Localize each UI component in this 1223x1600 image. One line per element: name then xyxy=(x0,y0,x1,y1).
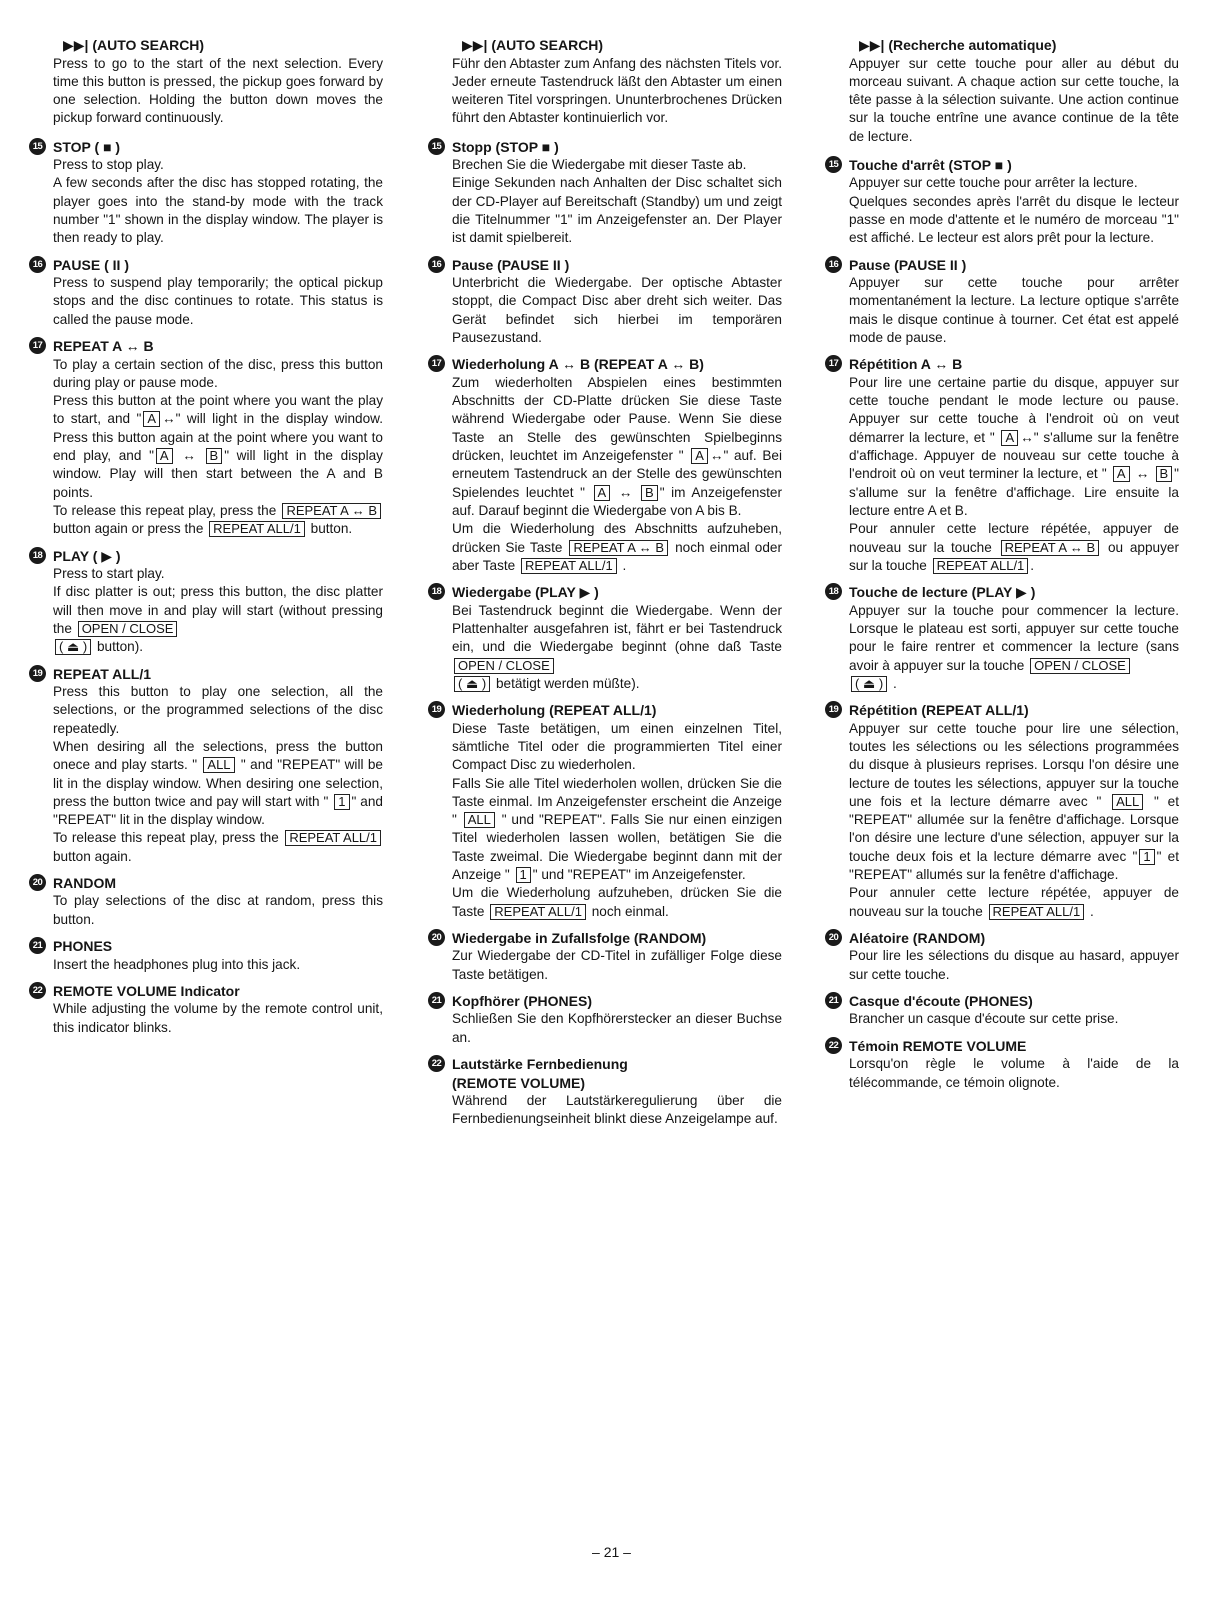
german-column xyxy=(431,36,783,1137)
eject-key: ( ⏏ ) xyxy=(55,639,91,655)
number-badge: 17 xyxy=(428,355,445,372)
repeat-all-key: REPEAT ALL/1 xyxy=(490,904,586,920)
heading-text: REMOTE VOLUME Indicator xyxy=(53,982,240,999)
stop-icon: ■ xyxy=(103,138,112,155)
open-close-key: OPEN / CLOSE xyxy=(1030,658,1130,674)
body-text: Während der Lautstärkeregulierung über die Fernbedienungseinheit blinkt diese Anzeigelampe auf. xyxy=(452,1093,782,1127)
heading-text: Touche d'arrêt (STOP xyxy=(849,156,991,173)
text: " und "REPEAT" im Anzeigefenster. xyxy=(532,866,746,882)
display-b-box: B xyxy=(641,485,658,501)
number-badge: 17 xyxy=(29,337,46,354)
pause-heading xyxy=(431,256,782,275)
body-text: While adjusting the volume by the remote control unit, this indicator blinks. xyxy=(53,1001,383,1035)
number-badge: 17 xyxy=(825,355,842,372)
play-heading xyxy=(32,547,383,566)
body-text: Brechen Sie die Wiedergabe mit dieser Taste ab. xyxy=(452,157,747,173)
stop-section xyxy=(32,138,383,248)
body-text: Appuyer sur cette touche pour aller au début du morceau suivant. A chaque action sur cette touche, la tête passe à la sélection suivante. Une action continue sur la touche entrîne une avance continue de la tête de lecture. xyxy=(849,55,1179,144)
number-badge: 19 xyxy=(428,701,445,718)
number-badge: 15 xyxy=(29,138,46,155)
heading-text: PHONES xyxy=(53,938,113,955)
text: . xyxy=(618,557,627,573)
text: " et "REPEAT" allumée sur la fenêtre d'affichage. Lorsque l'on désire une lecture d'une sélection, appuyer sur la touche deux fois et la lecture démarre avec " xyxy=(849,793,1179,864)
body-text: Führ den Abtaster zum Anfang des nächsten Titels vor. Jeder erneute Tastendruck läßt den Abtaster um einen weiteren Titel vorspringen. Ununterbrochenes Drücken führt den Abtaster kontinuierlich vor. xyxy=(452,55,782,126)
text: . xyxy=(1030,557,1035,573)
number-badge: 20 xyxy=(428,929,445,946)
text: button again or press the xyxy=(53,521,208,537)
text: " and "REPEAT" will be lit in the display window. When desiring one selection, press the button twice and pay will start with " xyxy=(53,757,383,809)
display-all-box: ALL xyxy=(464,812,495,828)
stop-heading xyxy=(431,138,782,157)
text: " und "REPEAT". Falls Sie nur einen einzigen Titel wiederholen lassen wollen, betätigen Sie die Taste zweimal. Die Wiedergabe beginnt dann mit der Anzeige " xyxy=(452,812,783,882)
play-section xyxy=(828,583,1179,693)
number-badge: 18 xyxy=(428,583,445,600)
body-text xyxy=(452,602,782,693)
phones-section xyxy=(828,992,1179,1029)
repeat-ab-heading xyxy=(32,337,383,356)
heading-text: (AUTO SEARCH) xyxy=(92,37,205,53)
number-badge: 21 xyxy=(428,992,445,1009)
text: Press this button at the point where you want the play to start, and " xyxy=(53,393,383,427)
body-text xyxy=(452,884,782,921)
heading-text: Répétition (REPEAT ALL/1) xyxy=(849,702,1029,719)
auto-search-heading xyxy=(53,36,383,55)
display-one-box: 1 xyxy=(516,867,531,883)
stop-section xyxy=(828,156,1179,248)
open-close-key: OPEN / CLOSE xyxy=(454,658,554,674)
next-track-icon: ▶▶| xyxy=(63,37,89,53)
body-text: Schließen Sie den Kopfhörerstecker an dieser Buchse an. xyxy=(452,1011,782,1045)
heading-close: ) xyxy=(594,584,599,601)
text: If disc platter is out; press this button, the disc platter will then move in and play will start (without pressing the xyxy=(53,584,383,636)
heading-close: ) xyxy=(564,256,570,273)
text: button. xyxy=(306,521,353,537)
text: " and "REPEAT" lit in the display window. xyxy=(53,793,383,828)
display-a-box: A xyxy=(691,448,708,464)
auto-search-heading xyxy=(452,36,782,55)
text: ↔" s'allume sur la fenêtre d'affichage. Appuyer de nouveau sur cette touche à l'endroit où on veut terminer la lecture, et " xyxy=(849,429,1180,482)
text: " s'allume sur la fenêtre d'affichage. Lire ensuite la lecture entre A et B. xyxy=(849,466,1179,518)
next-track-icon: ▶▶| xyxy=(859,37,885,53)
repeat-all-section xyxy=(828,701,1179,921)
random-section xyxy=(431,929,782,984)
remote-volume-subheading: (REMOTE VOLUME) xyxy=(452,1074,585,1091)
body-text: Appuyer sur cette touche pour arrêter momentanément la lecture. La lecture optique s'arrête mais le disque continue à tourner. Cet état est appelé mode de pause. xyxy=(849,275,1179,346)
body-text xyxy=(849,520,1179,575)
body-text xyxy=(849,720,1179,885)
repeat-all-heading xyxy=(828,701,1179,720)
next-track-icon: ▶▶| xyxy=(462,37,488,53)
random-heading xyxy=(32,874,383,893)
body-text xyxy=(849,602,1179,693)
body-text: Brancher un casque d'écoute sur cette prise. xyxy=(849,1011,1119,1027)
heading-text: (Recherche automatique) xyxy=(888,37,1057,53)
display-a-box: A xyxy=(156,448,173,464)
text: Falls Sie alle Titel wiederholen wollen, drücken Sie die Taste einmal. Im Anzeigefenster erscheint die Anzeige " xyxy=(452,775,782,828)
heading-text: PLAY ( xyxy=(53,547,98,564)
number-badge: 16 xyxy=(29,256,46,273)
open-close-key: OPEN / CLOSE xyxy=(78,621,178,637)
number-badge: 22 xyxy=(29,982,46,999)
heading-text: RANDOM xyxy=(53,874,116,891)
body-text xyxy=(849,374,1179,520)
heading-text: STOP ( xyxy=(53,138,100,155)
repeat-all-section xyxy=(32,665,383,866)
display-a-box: A xyxy=(1001,430,1018,446)
number-badge: 16 xyxy=(428,256,445,273)
repeat-all-heading xyxy=(32,665,383,684)
phones-heading xyxy=(32,937,383,956)
heading-close: ) xyxy=(124,256,129,273)
display-a-box: A xyxy=(594,485,611,501)
text: " will light in the display window. Play will then start between the A and B points. xyxy=(53,448,383,500)
repeat-ab-key: REPEAT A ↔ B xyxy=(569,540,668,556)
auto-search-section xyxy=(849,36,1179,146)
body-text xyxy=(53,738,383,829)
remote-volume-heading xyxy=(431,1055,782,1074)
text: betätigt werden müßte). xyxy=(492,675,640,691)
text: ou appuyer sur la touche xyxy=(849,539,1179,573)
number-badge: 19 xyxy=(29,665,46,682)
pause-icon: II xyxy=(552,256,561,273)
text: noch einmal oder aber Taste xyxy=(452,539,782,573)
text: Um die Wiederholung des Abschnitts aufzuheben, drücken Sie Taste xyxy=(452,521,782,555)
random-section xyxy=(828,929,1179,984)
repeat-all-key: REPEAT ALL/1 xyxy=(521,558,617,574)
text: To release this repeat play, press the xyxy=(53,502,281,518)
remote-volume-section xyxy=(431,1055,782,1129)
remote-volume-section xyxy=(32,982,383,1037)
heading-text: Wiedergabe in Zufallsfolge (RANDOM) xyxy=(452,929,707,946)
number-badge: 16 xyxy=(825,256,842,273)
repeat-ab-section xyxy=(32,337,383,538)
body-text: Lorsqu'on règle le volume à l'aide de la télécommande, ce témoin olignote. xyxy=(849,1056,1179,1090)
number-badge: 18 xyxy=(29,547,46,564)
text: When desiring all the selections, press the button onece and play starts. " xyxy=(53,738,383,773)
heading-text: Touche de lecture (PLAY xyxy=(849,584,1013,601)
english-column xyxy=(32,36,383,1045)
text: Bei Tastendruck beginnt die Wiedergabe. Wenn der Plattenhalter ausgefahren ist, fährt er bei Tastendruck ein, und die Wiedergabe beginnt (ohne daß Taste xyxy=(452,602,782,655)
body-text: Unterbricht die Wiedergabe. Der optische Abtaster stoppt, die Compact Disc aber dreht sich weiter. Das Gerät befindet sich hierbei im temporären Pausezustand. xyxy=(452,275,782,346)
text: . xyxy=(1086,903,1094,919)
heading-text: REPEAT ALL/1 xyxy=(53,665,152,682)
display-one-box: 1 xyxy=(334,794,349,810)
stop-heading xyxy=(32,138,383,157)
text: " im Anzeigefenster auf. Darauf beginnt die Wiedergabe von A bis B. xyxy=(452,484,782,518)
heading-text: Wiederholung A ↔ B (REPEAT A ↔ B) xyxy=(452,356,704,373)
pause-heading xyxy=(32,256,383,275)
repeat-all-section xyxy=(431,701,783,921)
repeat-all-key: REPEAT ALL/1 xyxy=(285,830,381,846)
text: Pour annuler cette lecture répétée, appuyer de nouveau sur la touche xyxy=(849,521,1179,555)
stop-icon: ■ xyxy=(541,138,551,155)
body-text: Quelques secondes après l'arrêt du disque le lecteur passe en mode d'attente et le numéro de morceau "1" est affiché. Le lecteur est alors prêt pour la lecture. xyxy=(849,193,1179,246)
heading-text: Aléatoire (RANDOM) xyxy=(849,929,986,946)
body-text: To play a certain section of the disc, press this button during play or pause mode. xyxy=(53,356,383,390)
display-a-box: A xyxy=(1113,466,1130,482)
heading-close: ) xyxy=(115,547,121,564)
play-icon: ▶ xyxy=(1016,584,1027,601)
heading-close: ) xyxy=(1007,156,1012,173)
body-text: Press to start play. xyxy=(53,566,165,582)
text: To release this repeat play, press the xyxy=(53,830,284,846)
repeat-ab-heading xyxy=(431,355,782,374)
body-text: Diese Taste betätigen, um einen einzelnen Titel, sämtliche Titel oder die programmierten Titel einer Compact Disc zu wiederholen. xyxy=(452,720,782,773)
phones-section xyxy=(32,937,383,974)
number-badge: 22 xyxy=(825,1037,842,1054)
play-section xyxy=(431,583,782,693)
pause-icon: II xyxy=(112,256,121,273)
heading-close: ) xyxy=(554,138,559,155)
body-text xyxy=(452,775,782,885)
text: Um die Wiederholung aufzuheben, drücken Sie die Taste xyxy=(452,885,782,919)
play-heading xyxy=(431,583,782,602)
eject-key: ( ⏏ ) xyxy=(454,676,490,692)
pause-section xyxy=(828,256,1179,348)
number-badge: 18 xyxy=(825,583,842,600)
body-text xyxy=(53,502,383,539)
heading-text: Kopfhörer (PHONES) xyxy=(452,992,592,1009)
heading-text: Lautstärke Fernbedienung xyxy=(452,1056,628,1073)
heading-close: ) xyxy=(115,138,121,155)
body-text: Press to stop play. xyxy=(53,157,164,173)
number-badge: 21 xyxy=(825,992,842,1009)
number-badge: 19 xyxy=(825,701,842,718)
display-a-box: A xyxy=(143,411,160,427)
heading-text: (AUTO SEARCH) xyxy=(491,37,604,53)
body-text: Press to suspend play temporarily; the optical pickup stops and the disc continues to rotate. This status is called the pause mode. xyxy=(53,275,383,327)
text: . xyxy=(889,675,897,691)
text: " et "REPEAT" allumés sur la fenêtre d'affichage. xyxy=(849,848,1179,882)
repeat-ab-key: REPEAT A ↔ B xyxy=(1001,540,1100,556)
number-badge: 22 xyxy=(428,1055,445,1072)
random-heading xyxy=(431,929,782,948)
heading-text: Témoin REMOTE VOLUME xyxy=(849,1037,1027,1054)
phones-heading xyxy=(431,992,782,1011)
page-number: – 21 – xyxy=(592,1544,631,1560)
body-text xyxy=(452,520,782,575)
text: Appuyer sur la touche pour commencer la lecture. Lorsque le plateau est sorti, appuyer sur cette touche pour le faire rentrer et commencer la lecture (sans avoir à appuyer sur la touche xyxy=(849,602,1179,673)
text: noch einmal. xyxy=(587,903,669,919)
auto-search-heading xyxy=(849,36,1179,55)
repeat-ab-key: REPEAT A ↔ B xyxy=(282,503,381,519)
pause-heading xyxy=(828,256,1179,275)
body-text xyxy=(53,392,383,502)
body-text: Insert the headphones plug into this jack. xyxy=(53,956,301,972)
text: button). xyxy=(93,639,144,655)
play-heading xyxy=(828,583,1179,602)
pause-section xyxy=(431,256,782,348)
body-text: Press to go to the start of the next selection. Every time this button is pressed, the pickup goes forward by one selection. Holding the button down moves the pickup forward continuously. xyxy=(53,55,383,126)
number-badge: 20 xyxy=(825,929,842,946)
heading-text: Pause (PAUSE xyxy=(452,256,549,273)
display-all-box: ALL xyxy=(1112,794,1143,810)
play-icon: ▶ xyxy=(579,584,591,601)
body-text: A few seconds after the disc has stopped rotating, the player goes into the stand-by mode with the track number "1" shown in the display window. The player is then ready to play. xyxy=(53,175,383,246)
play-section xyxy=(32,547,383,657)
heading-text: Répétition A ↔ B xyxy=(849,356,963,373)
repeat-all-key: REPEAT ALL/1 xyxy=(933,558,1029,574)
auto-search-section xyxy=(452,36,782,128)
auto-search-section xyxy=(53,36,383,128)
remote-volume-section xyxy=(828,1037,1179,1092)
phones-heading xyxy=(828,992,1179,1011)
phones-section xyxy=(431,992,782,1047)
stop-icon: ■ xyxy=(994,156,1004,173)
text: ↔" auf. Bei erneutem Tastendruck an der Stelle des gewünschten Spielendes leuchtet " xyxy=(452,448,782,500)
body-text xyxy=(53,829,383,866)
heading-text: Wiederholung (REPEAT ALL/1) xyxy=(452,702,657,719)
pause-icon: II xyxy=(949,256,958,273)
random-heading xyxy=(828,929,1179,948)
body-text: Zur Wiedergabe der CD-Titel in zufälliger Folge diese Taste betätigen. xyxy=(452,948,782,982)
heading-text: Casque d'écoute (PHONES) xyxy=(849,992,1033,1009)
text: ↔ xyxy=(1131,466,1154,482)
remote-volume-heading xyxy=(32,982,383,1001)
heading-close: ) xyxy=(961,256,967,273)
repeat-ab-heading xyxy=(828,355,1179,374)
display-all-box: ALL xyxy=(203,757,234,773)
body-text xyxy=(849,884,1179,921)
display-one-box: 1 xyxy=(1139,849,1154,865)
french-column xyxy=(828,36,1180,1100)
text: Appuyer sur cette touche pour lire une sélection, toutes les sélections ou les sélections programmées du disque à plusieurs reprises. Lorsqu l'on désire une lecture de toutes les sélections, appuyer sur la touche une fois et la lecture démarre avec " xyxy=(849,720,1179,809)
random-section xyxy=(32,874,383,929)
play-icon: ▶ xyxy=(101,547,113,564)
body-text: Press this button to play one selection, all the selections, or the programmed selections of the disc repeatedly. xyxy=(53,684,383,736)
heading-text: REPEAT A ↔ B xyxy=(53,338,154,355)
heading-text: PAUSE ( xyxy=(53,256,109,273)
repeat-ab-section xyxy=(431,355,782,575)
remote-volume-heading xyxy=(828,1037,1179,1056)
display-b-box: B xyxy=(1156,466,1173,482)
heading-text: Stopp (STOP xyxy=(452,138,538,155)
stop-heading xyxy=(828,156,1179,175)
text: ↔" will light in the display window. Press this button again at the point where you want to end play, and " xyxy=(53,411,383,464)
number-badge: 15 xyxy=(428,138,445,155)
heading-close: ) xyxy=(1030,584,1036,601)
text: Pour lire une certaine partie du disque, appuyer sur cette touche pendant le mode lecture ou pause. Appuyer sur cette touche à l'endroit où on veut démarrer la lecture, et " xyxy=(849,374,1179,445)
text: Pour annuler cette lecture répétée, appuyer de nouveau sur la touche xyxy=(849,885,1179,919)
body-text: To play selections of the disc at random, press this button. xyxy=(53,893,383,927)
eject-key: ( ⏏ ) xyxy=(851,676,887,692)
body-text: Einige Sekunden nach Anhalten der Disc schaltet sich der CD-Player auf Bereitschaft (Standby) um und zeigt die Titelnummer "1" im Anzeigefenster an. Der Player ist damit spielbereit. xyxy=(452,175,782,246)
number-badge: 15 xyxy=(825,156,842,173)
repeat-all-key: REPEAT ALL/1 xyxy=(209,521,305,537)
heading-text: Pause (PAUSE xyxy=(849,256,946,273)
body-text xyxy=(452,374,782,520)
display-b-box: B xyxy=(206,448,223,464)
heading-text: Wiedergabe (PLAY xyxy=(452,584,576,601)
text: Zum wiederholten Abspielen eines bestimmten Abschnitts der CD-Platte drücken Sie diese Taste während Wiedergabe oder Pause. Wenn Sie diese Taste an Stelle des gewünschten Spielbeginns drücken, leuchtet im Anzeigefenster " xyxy=(452,374,782,464)
text: button again. xyxy=(53,848,132,864)
text: ↔ xyxy=(612,484,640,500)
repeat-ab-section xyxy=(828,355,1180,575)
number-badge: 21 xyxy=(29,937,46,954)
body-text: Pour lire les sélections du disque au hasard, appuyer sur cette touche. xyxy=(849,948,1179,982)
body-text: Appuyer sur cette touche pour arrêter la lecture. xyxy=(849,175,1138,191)
pause-section xyxy=(32,256,383,329)
body-text xyxy=(53,583,383,656)
repeat-all-key: REPEAT ALL/1 xyxy=(989,904,1085,920)
repeat-all-heading xyxy=(431,701,782,720)
text: ↔ xyxy=(174,448,204,464)
stop-section xyxy=(431,138,782,248)
number-badge: 20 xyxy=(29,874,46,891)
